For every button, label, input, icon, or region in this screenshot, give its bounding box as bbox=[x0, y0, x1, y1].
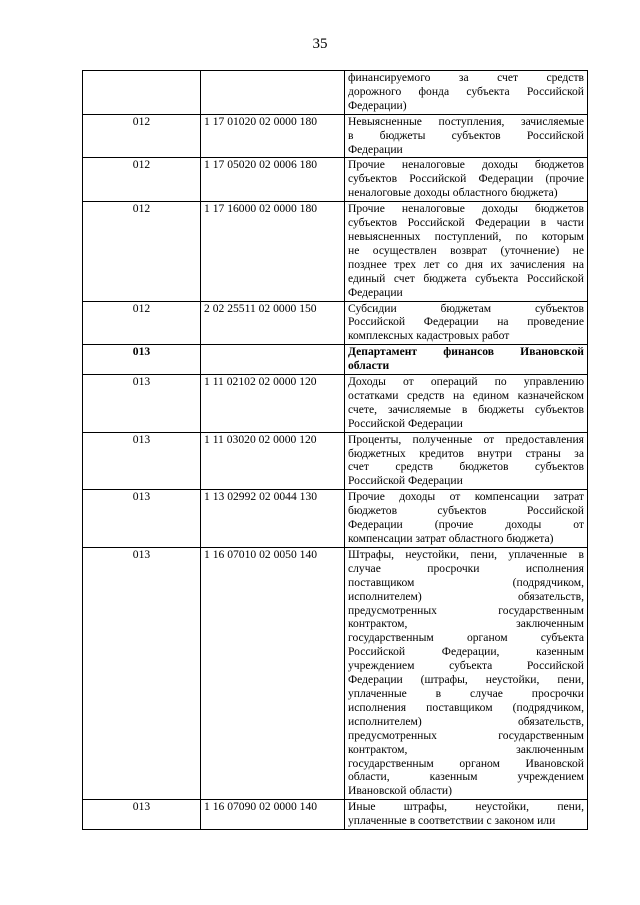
revenue-name-line: уплаченные в соответствии с законом или bbox=[348, 814, 556, 828]
revenue-name-line: случае просрочки исполнения bbox=[348, 561, 584, 575]
budget-code-cell: 1 13 02992 02 0044 130 bbox=[201, 490, 345, 548]
revenue-name-line: Проценты, полученные от предоставления bbox=[348, 432, 584, 446]
revenue-name-line: Штрафы, неустойки, пени, уплаченные в bbox=[348, 547, 584, 561]
revenue-name-cell bbox=[345, 114, 588, 158]
revenue-name-cell bbox=[345, 202, 588, 301]
revenue-name-line: невыясненных поступлений, по которым bbox=[348, 229, 584, 243]
revenue-name-cell bbox=[345, 71, 588, 115]
revenue-name-line: счете, зачисляемые в бюджеты субъектов bbox=[348, 402, 584, 416]
table-row bbox=[83, 301, 588, 345]
admin-code-cell: 012 bbox=[83, 202, 201, 301]
revenue-name-cell bbox=[345, 345, 588, 375]
table-row bbox=[83, 547, 588, 799]
revenue-name-line: Прочие неналоговые доходы бюджетов bbox=[348, 202, 584, 216]
page-number: 35 bbox=[312, 36, 328, 52]
budget-code-cell: 1 16 07010 02 0050 140 bbox=[201, 547, 345, 799]
revenue-name-line: единый счет бюджета субъекта Российской bbox=[348, 271, 584, 285]
revenue-name-line: субъектов Российской Федерации (прочие bbox=[348, 172, 584, 186]
budget-code-cell: 1 16 07090 02 0000 140 bbox=[201, 800, 345, 830]
admin-code-cell: 012 bbox=[83, 114, 201, 158]
revenue-name-cell bbox=[345, 158, 588, 202]
budget-code-cell: 2 02 25511 02 0000 150 bbox=[201, 301, 345, 345]
revenue-name-line: поставщиком (подрядчиком, bbox=[348, 575, 584, 589]
budget-code-cell: 1 17 16000 02 0000 180 bbox=[201, 202, 345, 301]
budget-code-cell: 1 17 05020 02 0006 180 bbox=[201, 158, 345, 202]
revenue-name-line: неналоговые доходы областного бюджета) bbox=[348, 186, 558, 200]
revenue-name-line: комплексных кадастровых работ bbox=[348, 329, 510, 343]
table-row bbox=[83, 375, 588, 433]
table-row bbox=[83, 800, 588, 830]
table-row bbox=[83, 158, 588, 202]
revenue-name-line: контрактом, заключенным bbox=[348, 617, 584, 631]
revenue-name-line: компенсации затрат областного бюджета) bbox=[348, 532, 554, 545]
revenue-name-line: Доходы от операций по управлению bbox=[348, 375, 584, 389]
admin-code-cell: 013 bbox=[83, 800, 201, 830]
revenue-name-line: государственным органом Ивановской bbox=[348, 756, 584, 770]
revenue-name-line: исполнителем) обязательств, bbox=[348, 714, 584, 728]
revenue-name-line: в бюджеты субъектов Российской bbox=[348, 128, 584, 142]
revenue-name-line: Российской Федерации на проведение bbox=[348, 315, 584, 329]
revenue-name-line: Департамент финансов Ивановской bbox=[348, 345, 584, 359]
revenue-name-line: уплаченные в случае просрочки bbox=[348, 686, 584, 700]
budget-code-cell bbox=[201, 345, 345, 375]
revenue-name-line: государственным органом субъекта bbox=[348, 631, 584, 645]
admin-code-cell: 013 bbox=[83, 375, 201, 433]
budget-classification-table bbox=[82, 70, 588, 830]
department-row bbox=[83, 345, 588, 375]
revenue-name-line: бюджетных кредитов внутри страны за bbox=[348, 446, 584, 460]
revenue-name-cell bbox=[345, 800, 588, 830]
revenue-name-line: Федерации) bbox=[348, 98, 407, 112]
admin-code-cell: 012 bbox=[83, 301, 201, 345]
table-row bbox=[83, 432, 588, 490]
revenue-name-line: Федерации (штрафы, неустойки, пени, bbox=[348, 673, 584, 687]
revenue-name-line: Федерации bbox=[348, 142, 403, 156]
admin-code-cell: 012 bbox=[83, 158, 201, 202]
admin-code-cell bbox=[83, 71, 201, 115]
revenue-name-cell bbox=[345, 375, 588, 433]
table-row bbox=[83, 490, 588, 548]
revenue-name-line: Федерации bbox=[348, 285, 403, 299]
revenue-name-line: Российской Федерации bbox=[348, 416, 463, 430]
admin-code-cell: 013 bbox=[83, 432, 201, 490]
revenue-name-cell bbox=[345, 490, 588, 548]
budget-code-cell: 1 11 03020 02 0000 120 bbox=[201, 432, 345, 490]
revenue-name-line: предусмотренных государственным bbox=[348, 603, 584, 617]
revenue-name-line: субъектов Российской Федерации в части bbox=[348, 216, 584, 230]
revenue-name-line: Невыясненные поступления, зачисляемые bbox=[348, 114, 584, 128]
revenue-name-line: Федерации (прочие доходы от bbox=[348, 518, 584, 532]
revenue-name-line: финансируемого за счет средств bbox=[348, 71, 584, 84]
revenue-name-line: остатками средств на едином казначейском bbox=[348, 388, 584, 402]
table-row bbox=[83, 202, 588, 301]
revenue-name-line: бюджетов субъектов Российской bbox=[348, 504, 584, 518]
table-row bbox=[83, 114, 588, 158]
revenue-name-cell bbox=[345, 432, 588, 490]
revenue-name-line: контрактом, заключенным bbox=[348, 742, 584, 756]
revenue-name-line: позднее трех лет со дня их зачисления на bbox=[348, 257, 584, 271]
revenue-name-line: области bbox=[348, 359, 390, 373]
budget-code-cell: 1 17 01020 02 0000 180 bbox=[201, 114, 345, 158]
revenue-name-line: Прочие неналоговые доходы бюджетов bbox=[348, 158, 584, 172]
revenue-name-cell bbox=[345, 301, 588, 345]
revenue-name-line: счет средств бюджетов субъектов bbox=[348, 460, 584, 474]
revenue-name-line: Субсидии бюджетам субъектов bbox=[348, 301, 584, 315]
revenue-name-line: учреждением субъекта Российской bbox=[348, 659, 584, 673]
budget-code-cell: 1 11 02102 02 0000 120 bbox=[201, 375, 345, 433]
revenue-name-line: Иные штрафы, неустойки, пени, bbox=[348, 800, 584, 814]
revenue-name-line: области, казенным учреждением bbox=[348, 770, 584, 784]
revenue-name-line: не осуществлен возврат (уточнение) не bbox=[348, 243, 584, 257]
admin-code-cell: 013 bbox=[83, 345, 201, 375]
admin-code-cell: 013 bbox=[83, 490, 201, 548]
revenue-name-line: Российской Федерации, казенным bbox=[348, 645, 584, 659]
admin-code-cell: 013 bbox=[83, 547, 201, 799]
revenue-name-line: дорожного фонда субъекта Российской bbox=[348, 84, 584, 98]
revenue-name-line: Прочие доходы от компенсации затрат bbox=[348, 490, 584, 504]
budget-code-cell bbox=[201, 71, 345, 115]
revenue-name-line: исполнения поставщиком (подрядчиком, bbox=[348, 700, 584, 714]
revenue-name-line: исполнителем) обязательств, bbox=[348, 589, 584, 603]
table-row bbox=[83, 71, 588, 115]
revenue-name-cell bbox=[345, 547, 588, 799]
revenue-name-line: предусмотренных государственным bbox=[348, 728, 584, 742]
table-body bbox=[83, 71, 588, 830]
revenue-name-line: Ивановской области) bbox=[348, 784, 452, 798]
revenue-name-line: Российской Федерации bbox=[348, 474, 463, 488]
